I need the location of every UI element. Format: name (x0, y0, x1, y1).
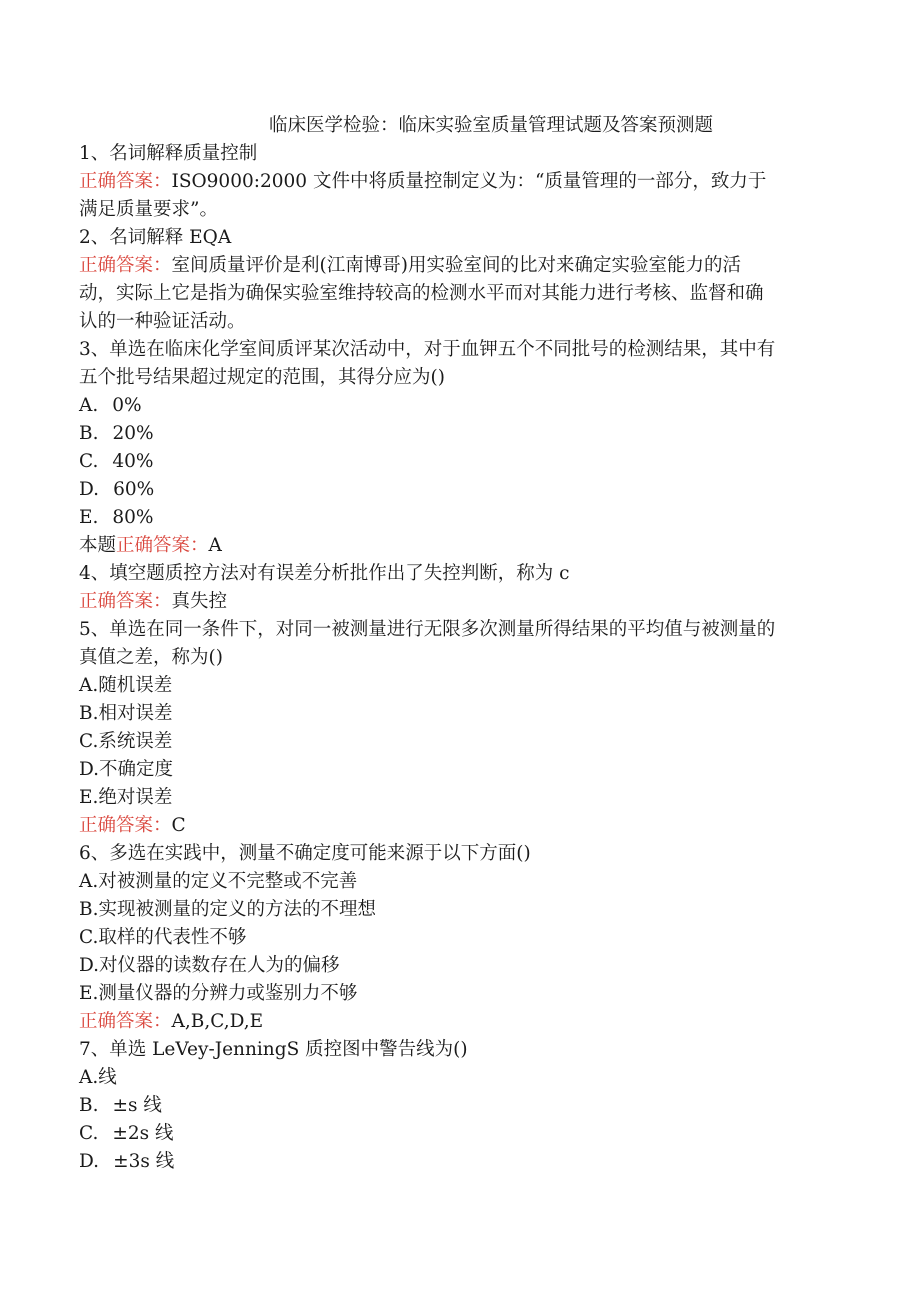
answer-text: A (208, 535, 222, 556)
option-item: A.随机误差 (79, 675, 173, 696)
option-item: A.线 (79, 1067, 117, 1088)
document-page (79, 112, 849, 1176)
answer-text: C (171, 815, 186, 836)
answer-line (79, 812, 849, 840)
question-2 (79, 224, 849, 336)
answer-line (79, 532, 849, 560)
option-item: A.对被测量的定义不完整或不完善 (79, 871, 358, 892)
answer-line (79, 252, 849, 280)
option-item: C. 40% (79, 451, 154, 472)
option-item: B. ±s 线 (79, 1095, 162, 1116)
option-item: B.相对误差 (79, 703, 173, 724)
answer-line (79, 1008, 849, 1036)
option-item: E.绝对误差 (79, 787, 173, 808)
question-stem: 1、名词解释质量控制 (79, 143, 258, 164)
option-item: B.实现被测量的定义的方法的不理想 (79, 899, 376, 920)
answer-label: 正确答案： (79, 815, 172, 836)
answer-text: 动，实际上它是指为确保实验室维持较高的检测水平而对其能力进行考核、监督和确 (79, 283, 764, 304)
question-7 (79, 1036, 849, 1176)
question-1 (79, 140, 849, 224)
option-item: C. ±2s 线 (79, 1123, 174, 1144)
option-item: D.对仪器的读数存在人为的偏移 (79, 955, 340, 976)
answer-text: A,B,C,D,E (171, 1011, 264, 1032)
question-stem: 五个批号结果超过规定的范围，其得分应为() (79, 367, 445, 388)
answer-line (79, 168, 849, 196)
question-stem: 5、单选在同一条件下，对同一被测量进行无限多次测量所得结果的平均值与被测量的 (79, 619, 776, 640)
option-item: E. 80% (79, 507, 154, 528)
option-item: E.测量仪器的分辨力或鉴别力不够 (79, 983, 358, 1004)
question-stem: 7、单选 LeVey-JenningS 质控图中警告线为() (79, 1039, 468, 1060)
option-item: D.不确定度 (79, 759, 174, 780)
answer-text: 满足质量要求”。 (79, 199, 218, 220)
answer-label: 正确答案： (79, 171, 172, 192)
answer-prefix: 本题 (79, 535, 117, 556)
question-stem: 6、多选在实践中，测量不确定度可能来源于以下方面() (79, 843, 531, 864)
answer-line (79, 588, 849, 616)
document-title: 临床医学检验：临床实验室质量管理试题及答案预测题 (268, 115, 713, 136)
answer-label: 正确答案： (116, 535, 209, 556)
question-4 (79, 560, 849, 616)
answer-text: 认的一种验证活动。 (79, 311, 246, 332)
question-stem: 真值之差，称为() (79, 647, 223, 668)
question-stem: 3、单选在临床化学室间质评某次活动中，对于血钾五个不同批号的检测结果，其中有 (79, 339, 776, 360)
option-item: D. ±3s 线 (79, 1151, 175, 1172)
answer-label: 正确答案： (79, 1011, 172, 1032)
option-item: B. 20% (79, 423, 154, 444)
option-item: D. 60% (79, 479, 155, 500)
question-stem: 2、名词解释 EQA (79, 227, 232, 248)
answer-text: ISO9000:2000 文件中将质量控制定义为：“质量管理的一部分，致力于 (171, 171, 767, 192)
option-item: C.系统误差 (79, 731, 173, 752)
answer-label: 正确答案： (79, 255, 172, 276)
answer-text: 室间质量评价是利(江南博哥)用实验室间的比对来确定实验室能力的活 (171, 255, 741, 276)
question-6 (79, 840, 849, 1036)
question-3 (79, 336, 849, 560)
answer-text: 真失控 (171, 591, 228, 612)
question-5 (79, 616, 849, 840)
answer-label: 正确答案： (79, 591, 172, 612)
option-item: C.取样的代表性不够 (79, 927, 247, 948)
option-item: A. 0% (79, 395, 142, 416)
question-stem: 4、填空题质控方法对有误差分析批作出了失控判断，称为 c (79, 563, 570, 584)
